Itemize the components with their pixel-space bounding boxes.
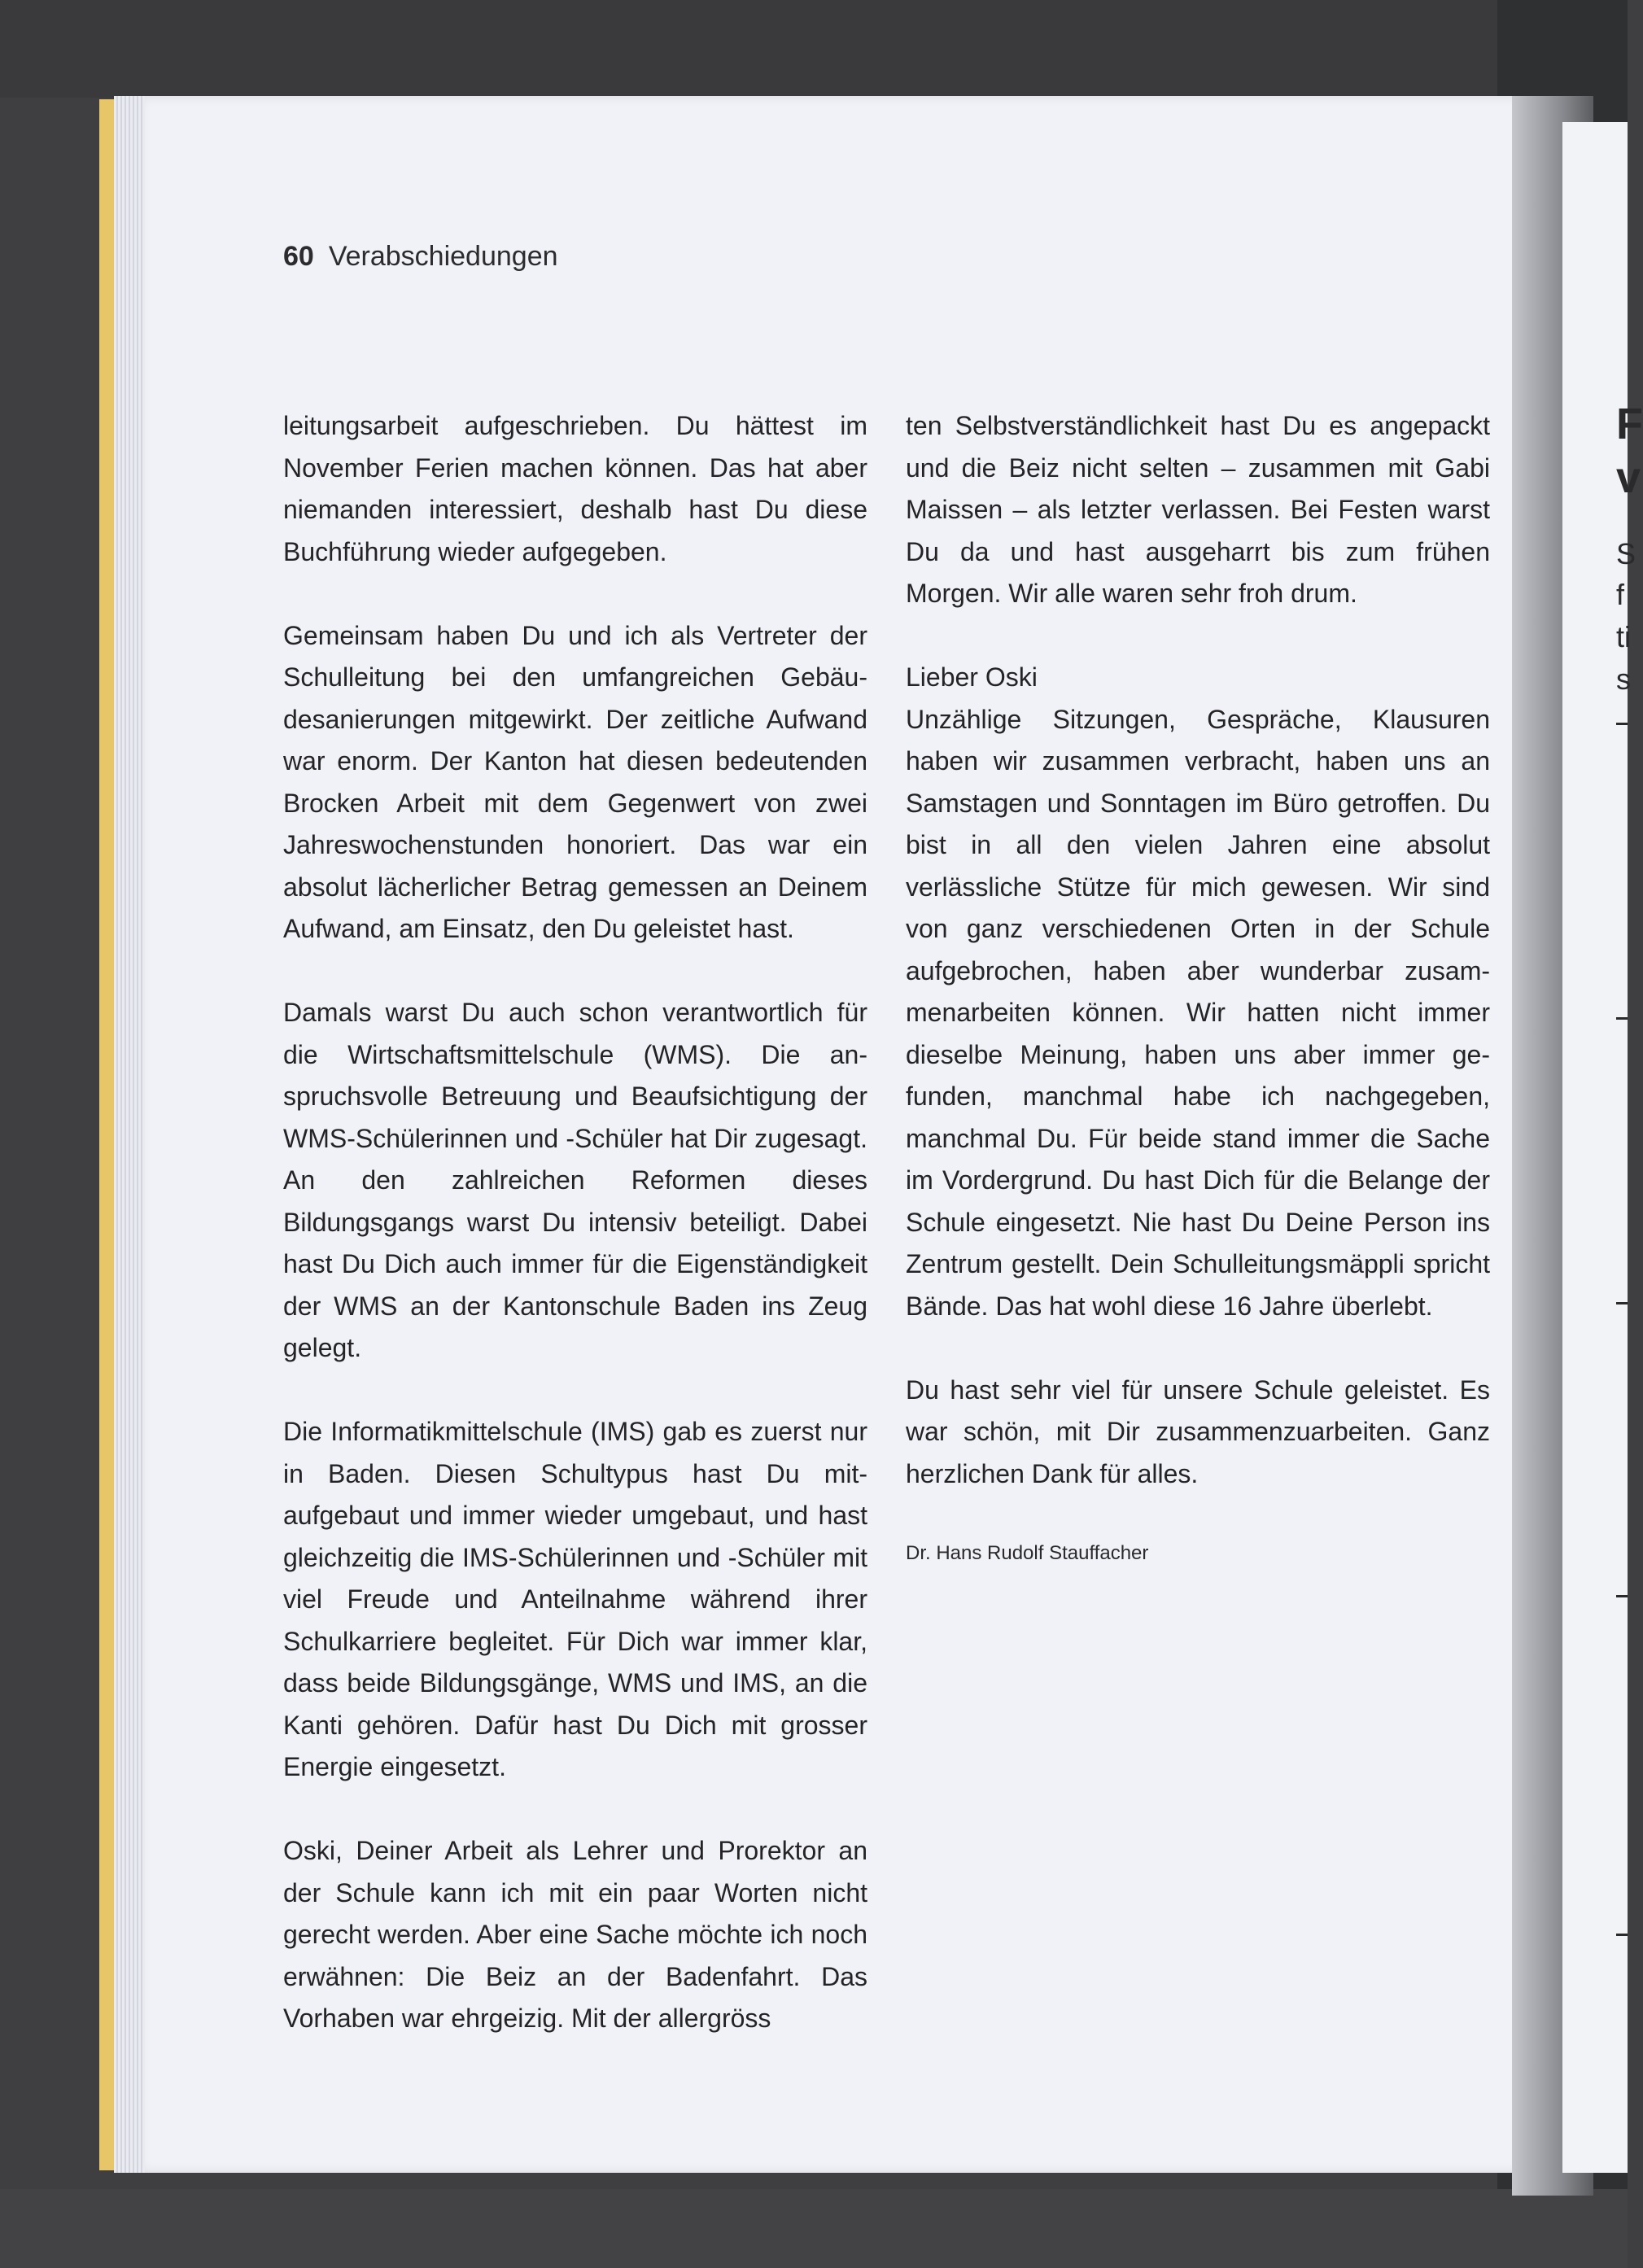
- paragraph: leitungsarbeit aufgeschrieben. Du hättest im November Ferien machen können. Das hat aber niemanden interessiert, deshalb hast Du diese Buchführung wieder aufgegeben.: [283, 411, 867, 566]
- page-header: [283, 241, 558, 273]
- book-cover-edge: [99, 99, 116, 2170]
- next-page-text-fragment: s: [1616, 662, 1631, 696]
- paragraph: Die Informatikmittelschule (IMS) gab es zuerst nur in Baden. Diesen Schultypus hast Du mitaufgebaut und immer wieder umgebaut, und hast gleichzeitig die IMS-Schülerinnen und -Schüler mit viel Freude und Anteilnahme während ihrer Schulkarriere begleitet. Für Dich war immer klar, dass beide Bildungsgänge, WMS und IMS, an die Kanti gehören. Dafür hast Du Dich mit grosser Energie eingesetzt.: [283, 1417, 867, 1781]
- paragraph: Damals warst Du auch schon verantwortlich für die Wirtschaftsmittelschule (WMS). Die anspruchsvolle Betreuung und Beaufsichtigung der WMS-Schülerinnen und -Schüler hat Dir zugesagt. An den zahlreichen Reformen dieses Bildungsgangs warst Du intensiv beteiligt. Dabei hast Du Dich auch immer für die Eigenständigkeit der WMS an der Kantonschule Baden ins Zeug gelegt.: [283, 998, 867, 1362]
- next-page-dash: [1616, 1302, 1628, 1304]
- scanner-background-bottom: [0, 2189, 1628, 2268]
- next-page-dash: [1616, 1934, 1628, 1936]
- next-page-text-fragment: ti: [1616, 620, 1631, 653]
- scanner-background-top: [0, 0, 1628, 98]
- paragraph: Unzählige Sitzungen, Gespräche, Klausuren haben wir zusammen verbracht, haben uns an Samstagen und Sonntagen im Büro getroffen. Du bist in all den vielen Jahren eine absolut verlässliche Stütze für mich gewesen. Wir sind von ganz verschiedenen Orten in der Schule aufgebrochen, haben aber wunderbar zusammenarbeiten können. Wir hatten nicht immer dieselbe Meinung, haben uns aber immer gefunden, manchmal habe ich nachgegeben, manchmal Du. Für beide stand immer die Sache im Vordergrund. Du hast Dich für die Belange der Schule eingesetzt. Nie hast Du Deine Person ins Zentrum gestellt. Dein Schulleitungsmäppli spricht Bände. Das hat wohl diese 16 Jahre überlebt.: [906, 704, 1490, 1321]
- next-page-dash: [1616, 723, 1628, 725]
- right-text-column: [906, 405, 1490, 1611]
- author-signature: Dr. Hans Rudolf Stauffacher: [906, 1541, 1149, 1564]
- next-page-dash: [1616, 1595, 1628, 1597]
- paragraph: Du hast sehr viel für unsere Schule geleistet. Es war schön, mit Dir zusammenzuarbeiten. Ganz herzlichen Dank für alles.: [906, 1374, 1490, 1488]
- paragraph: ten Selbstverständlichkeit hast Du es angepackt und die Beiz nicht selten – zusammen mit Gabi Maissen – als letzter verlassen. Bei Festen warst Du da und hast ausgeharrt bis zum frühen Morgen. Wir alle waren sehr froh drum.: [906, 411, 1490, 608]
- next-page-text-fragment: f: [1616, 578, 1625, 611]
- next-page-dash: [1616, 1017, 1628, 1020]
- next-page-heading-fragment: v: [1616, 453, 1641, 502]
- section-title: Verabschiedungen: [328, 241, 558, 272]
- paragraph: Oski, Deiner Arbeit als Lehrer und Prorektor an der Schule kann ich mit ein paar Worten nicht gerecht werden. Aber eine Sache möchte ich noch erwähnen: Die Beiz an der Badenfahrt. Das Vorhaben war ehrgeizig. Mit der allergröss: [283, 1836, 867, 2033]
- left-text-column: [283, 405, 867, 2040]
- page-number: 60: [283, 241, 314, 272]
- next-page-heading-fragment: F: [1616, 400, 1643, 448]
- salutation: Lieber Oski: [906, 662, 1038, 692]
- paragraph: Gemeinsam haben Du und ich als Vertreter der Schulleitung bei den umfangreichen Gebäudesanierungen mitgewirkt. Der zeitliche Aufwand war enorm. Der Kanton hat diesen bedeutenden Brocken Arbeit mit dem Gegenwert von zwei Jahreswochenstunden honoriert. Das war ein absolut lächerlicher Betrag gemessen an Deinem Aufwand, am Einsatz, den Du geleistet hast.: [283, 620, 867, 943]
- next-page-text-fragment: S: [1616, 537, 1636, 570]
